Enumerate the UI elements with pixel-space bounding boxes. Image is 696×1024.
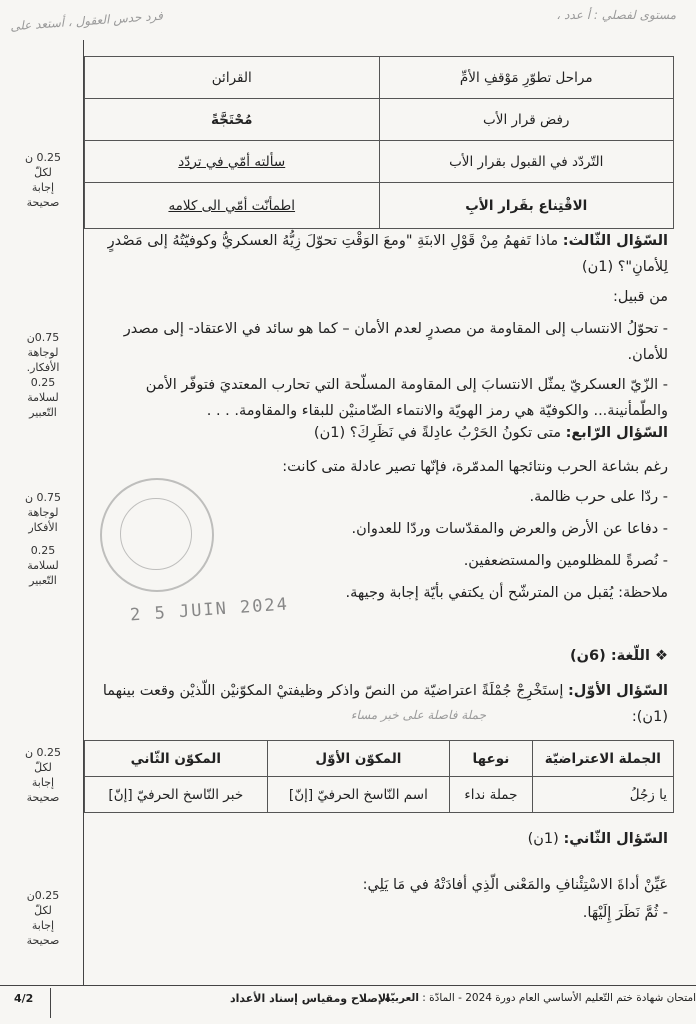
table-header: مراحل تطوّرِ مَوْقفِ الأمِّ: [379, 57, 674, 99]
question-text: إستَخْرِجْ جُمْلَةً اعتراضيّة من النصّ واذكر وظيفتيْ المكوّنيْن اللّذيْن وقعت بينهما (1ن):: [102, 683, 668, 725]
question-label: السّؤال الثّاني:: [563, 831, 668, 847]
question-text: متى تكونُ الحَرْبُ عادِلةً في نَظَرِكَ؟ (1ن): [313, 425, 561, 441]
note-text: يُقبل من المترشّح أن يكتفي بأيّة إجابة وجيهة.: [345, 585, 614, 601]
table-cell: خبر النّاسخ الحرفيّ [إنّ]: [85, 777, 268, 813]
section-title: اللّغة: (6ن): [570, 648, 650, 664]
subject: العربيّة: [384, 992, 419, 1004]
answer-bullet: - ثُمَّ نَظَرَ إِلَيْهَا.: [582, 905, 668, 921]
language-question-1: [88, 678, 668, 730]
language-heading: [88, 643, 668, 669]
table-cell: سألته أمّي في تردّد: [85, 141, 380, 183]
exam-name: امتحان شهادة ختم التّعليم الأساسي العام دورة 2024 - المادّة :: [422, 992, 696, 1004]
question-label: السّؤال الرّابع:: [565, 425, 668, 441]
grading-note: 0.25ن لكلّ إجابة صحيحة: [26, 889, 60, 947]
bullet-text: دفاعا عن الأرض والعرض والمقدّسات وردّا للعدوان.: [351, 521, 659, 537]
table-header: نوعها: [450, 741, 532, 777]
table-cell: رفض قرار الأب: [379, 99, 674, 141]
diamond-bullet-icon: ❖: [655, 648, 668, 664]
stamp-date: 2 5 JUIN 2024: [129, 594, 290, 626]
official-stamp: [100, 478, 214, 592]
answer-intro: من قبيل:: [613, 289, 668, 305]
question-label: السّؤال الأوّل:: [567, 683, 668, 699]
bullet-text: تحوّلُ الانتساب إلى المقاومة من مصدرٍ لعدم الأمان – كما هو سائد في الاعتقاد- إلى مصدر للأمان.: [123, 321, 668, 363]
bullet-text: ثُمَّ نَظَرَ إِلَيْهَا.: [582, 905, 659, 921]
table-cell: جملة نداء: [450, 777, 532, 813]
question-3: [88, 228, 668, 280]
table-cell: الاقْتِناع بقَرار الأبِ: [379, 183, 674, 229]
table-cell: اطمأنّت أمّي الى كلامه: [85, 183, 380, 229]
bullet-text: الزّيّ العسكريّ يمثّل الانتسابَ إلى المقاومة المسلّحة التي تحارب المعتديَ فتوفّر الأمن والطّمأنينة... والكوفيّة هي رمز الهويّة والانتماء الضّامنيْن للبقاء والمقاومة. . . .: [145, 377, 668, 419]
answer-bullet: - دفاعا عن الأرض والعرض والمقدّسات وردّا للعدوان.: [351, 521, 668, 537]
handwritten-note: مستوى لفصلي : أ عدد ،: [556, 8, 676, 22]
footer-divider: [0, 985, 696, 986]
question-4: [88, 420, 668, 446]
answer-bullet: - ردّا على حرب ظالمة.: [529, 489, 668, 505]
answer-bullet: - الزّيّ العسكريّ يمثّل الانتسابَ إلى المقاومة المسلّحة التي تحارب المعتديَ فتوفّر الأمن والطّمأنينة... والكوفيّة هي رمز الهويّة والانتماء الضّامنيْن للبقاء والمقاومة. . . .: [145, 377, 668, 419]
question-points: (1ن): [527, 831, 559, 847]
table-cell: مُحْتَجَّةً: [85, 99, 380, 141]
table-header: المكوّن الثّاني: [85, 741, 268, 777]
language-question-2: [88, 826, 668, 852]
page-number: 4/2: [14, 992, 34, 1005]
question-text: ماذا تَفهمُ مِنْ قَوْلِ الابنَةِ "ومعَ الوَقْتِ تحوّلَ زِيُّهُ العسكريُّ وكوفيّتُهُ إلى مَصْدرٍ لِلأمانِ"؟ (1ن): [107, 233, 668, 275]
grading-note: 0.75ن لوجاهة الأفكار. 0.25 لسلامة التّعبير: [26, 331, 60, 419]
note-label: ملاحظة:: [618, 585, 668, 601]
bullet-text: نُصرةً للمظلومين والمستضعفين.: [463, 553, 659, 569]
footer-title: الإصلاح ومقياس إسناد الأعداد: [230, 992, 390, 1005]
table-cell: يا زجُلُ: [532, 777, 673, 813]
handwritten-note: فرد حدس العقول ، أستعد على: [9, 8, 164, 34]
table-cell: التّردّد في القبول بقرار الأب: [379, 141, 674, 183]
question-label: السّؤال الثّالث:: [562, 233, 668, 249]
grading-note: 0.25 ن لكلّ إجابة صحيحة: [24, 151, 62, 209]
bullet-text: ردّا على حرب ظالمة.: [529, 489, 659, 505]
answer-bullet: - تحوّلُ الانتساب إلى المقاومة من مصدرٍ لعدم الأمان – كما هو سائد في الاعتقاد- إلى مصدر للأمان.: [123, 321, 668, 363]
grading-note: 0.75 ن لوجاهة الأفكار 0.25 لسلامة التّعبير: [24, 491, 62, 587]
table-header: القرائن: [85, 57, 380, 99]
answer-bullet: - نُصرةً للمظلومين والمستضعفين.: [463, 553, 668, 569]
answer-intro: رغم بشاعة الحرب ونتائجها المدمّرة، فإنّها تصير عادلة متى كانت:: [282, 459, 668, 475]
table-cell: اسم النّاسخ الحرفيّ [إنّ]: [267, 777, 450, 813]
parenthetical-clause-table: [84, 740, 674, 813]
table-header: الجملة الاعتراضيّة: [532, 741, 673, 777]
table-header: المكوّن الأوّل: [267, 741, 450, 777]
question-text: عَيِّنْ أداةَ الاسْتِئْنافِ والمَعْنى الّذِي أفادَتْهُ في مَا يَلِي:: [362, 877, 668, 893]
footer-separator: [50, 988, 51, 1018]
handwritten-note: جملة فاصلة على خبر مساء: [350, 708, 486, 722]
mother-stance-table: [84, 56, 674, 229]
footer-exam: [384, 992, 696, 1004]
grading-note: 0.25 ن لكلّ إجابة صحيحة: [24, 746, 62, 804]
